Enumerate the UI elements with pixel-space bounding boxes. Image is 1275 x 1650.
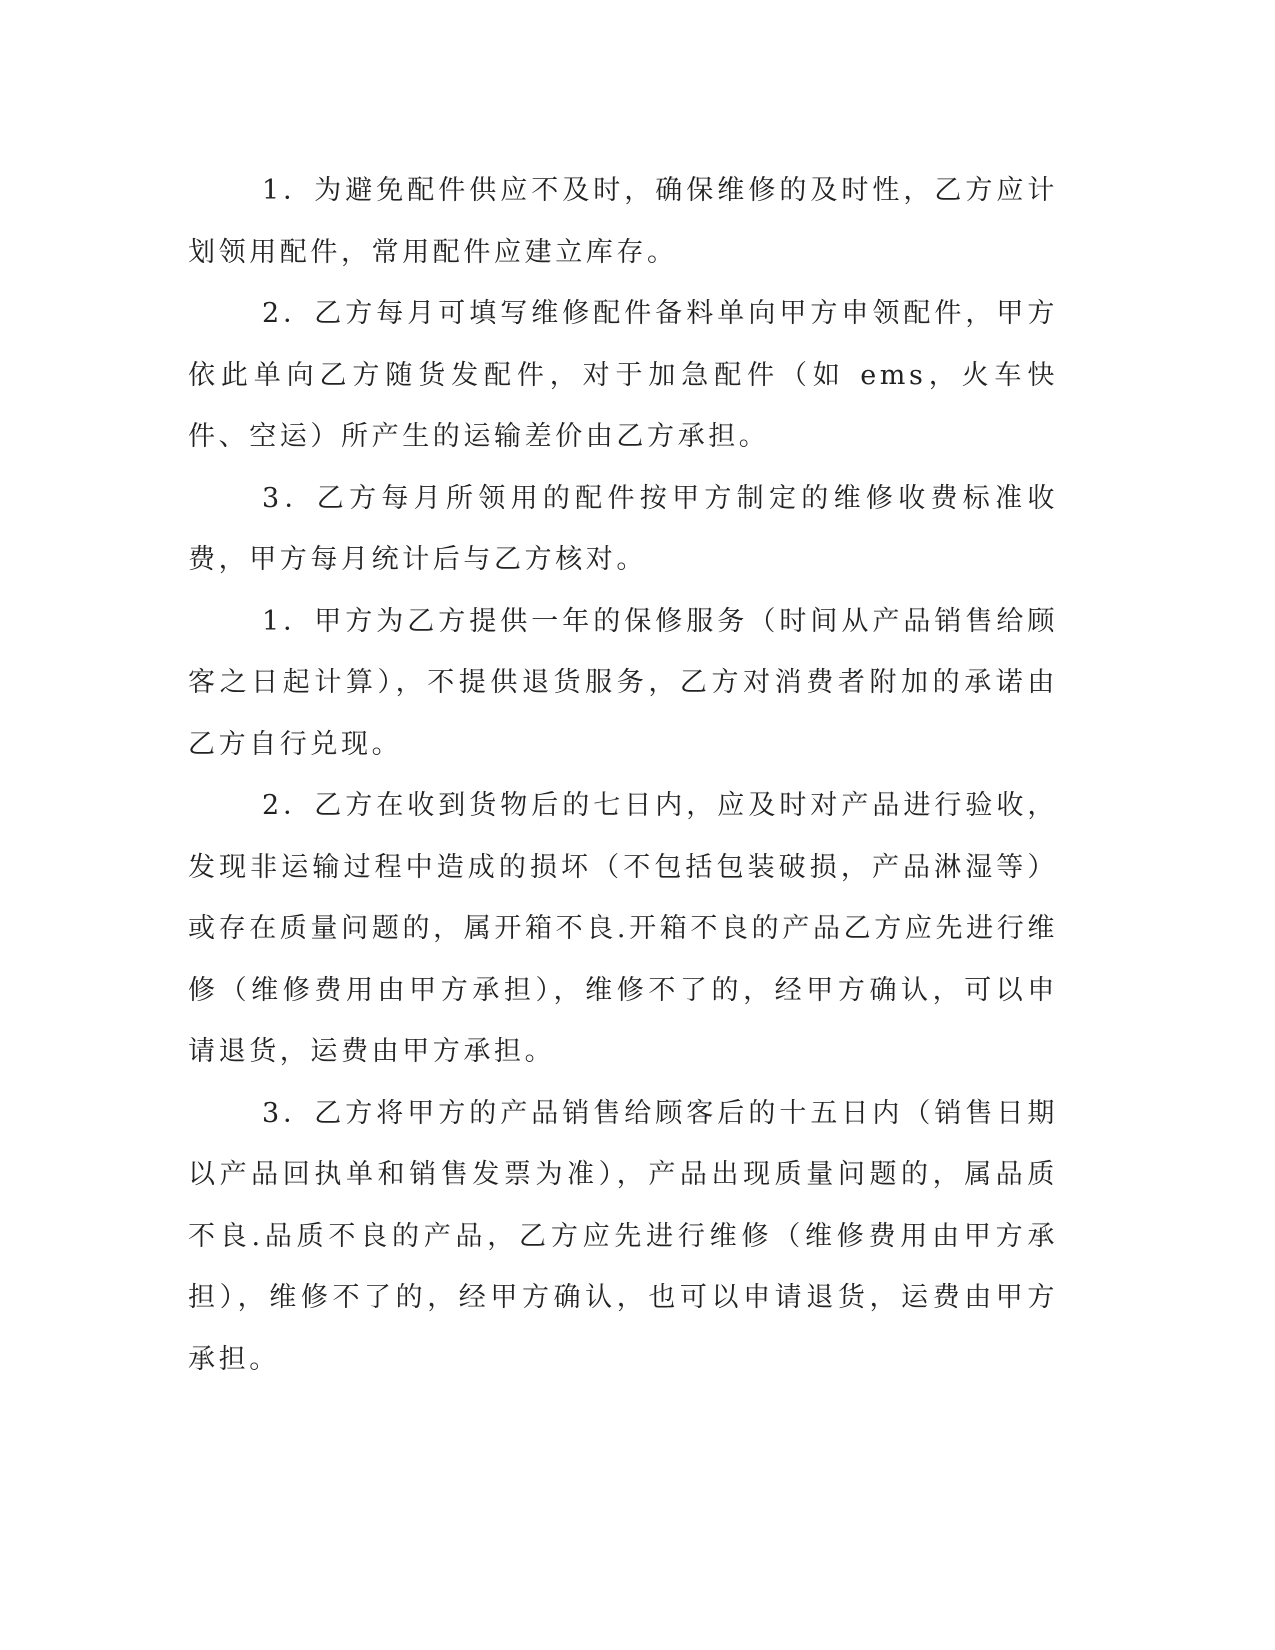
document-body [188, 160, 1058, 1390]
paragraph-parts-planning: 1．为避免配件供应不及时，确保维修的及时性，乙方应计划领用配件，常用配件应建立库存。 [188, 175, 1058, 268]
paragraph-unboxing-defect: 2．乙方在收到货物后的七日内，应及时对产品进行验收，发现非运输过程中造成的损坏（不包括包装破损，产品淋湿等）或存在质量问题的，属开箱不良.开箱不良的产品乙方应先进行维修（维修费用由甲方承担），维修不了的，经甲方确认，可以申请退货，运费由甲方承担。 [188, 790, 1058, 1067]
paragraph-warranty-service: 1．甲方为乙方提供一年的保修服务（时间从产品销售给顾客之日起计算），不提供退货服务，乙方对消费者附加的承诺由乙方自行兑现。 [188, 605, 1058, 760]
paragraph-parts-charging: 3．乙方每月所领用的配件按甲方制定的维修收费标准收费，甲方每月统计后与乙方核对。 [188, 482, 1058, 575]
paragraph-parts-requisition: 2．乙方每月可填写维修配件备料单向甲方申领配件，甲方依此单向乙方随货发配件，对于加急配件（如 ems，火车快件、空运）所产生的运输差价由乙方承担。 [188, 298, 1058, 452]
paragraph-quality-defect: 3．乙方将甲方的产品销售给顾客后的十五日内（销售日期以产品回执单和销售发票为准），产品出现质量问题的，属品质不良.品质不良的产品，乙方应先进行维修（维修费用由甲方承担），维修不了的，经甲方确认，也可以申请退货，运费由甲方承担。 [188, 1097, 1058, 1375]
